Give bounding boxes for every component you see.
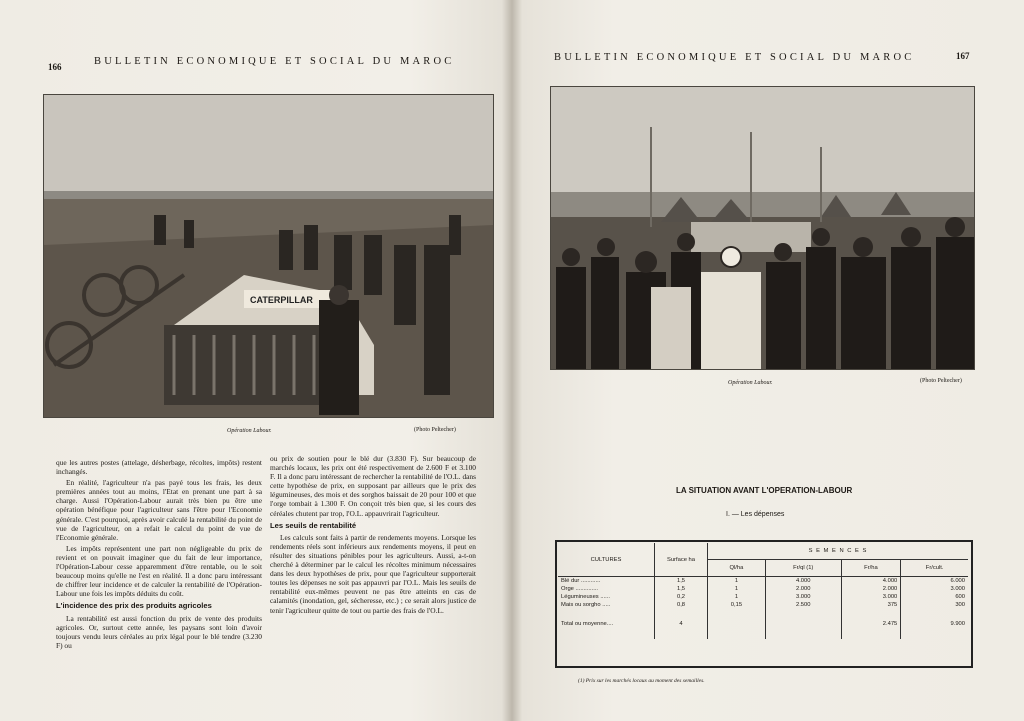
table-row — [558, 601, 968, 609]
table-row-total — [558, 609, 968, 639]
photo-caption: Opération Labour. — [227, 428, 272, 434]
running-head: BULLETIN ECONOMIQUE ET SOCIAL DU MAROC — [94, 56, 455, 67]
group-header: S E M E N C E S — [708, 543, 969, 560]
table-cell: Total ou moyenne.... — [561, 621, 614, 627]
section-heading: Les seuils de rentabilité — [270, 520, 357, 530]
table-footnote: (1) Prix sur les marchés locaux au moment des semailles. — [578, 678, 705, 684]
table-cell: 2.475 — [841, 609, 901, 639]
photo-crowd — [550, 86, 975, 370]
photo-caption: Opération Labour. — [728, 380, 773, 386]
paragraph: que les autres postes (attelage, désherbage, récoltes, impôts) restent inchangés. — [56, 458, 262, 477]
table-cell: 6.000 — [901, 577, 968, 586]
column-header: Fr/ql (1) — [765, 560, 841, 577]
table-cell: 1 — [708, 585, 766, 593]
section-heading: L'incidence des prix des produits agricoles — [56, 601, 212, 611]
section-heading: LA SITUATION AVANT L'OPERATION-LABOUR — [676, 486, 853, 495]
photo-credit: (Photo Peltecher) — [414, 427, 456, 433]
table-cell: 9.900 — [901, 609, 968, 639]
paragraph: En réalité, l'agriculteur n'a pas payé tous les frais, les deux premières années tout au moins, l'Etat en prenant une part à sa charge. Aussi l'Opération-Labour aurait très bien pu être une opération bénéfique pour l'agriculteur sans l'être pour l'Economie générale. C'est pourquoi, après avoir calculé la rentabilité du point de vue de l'agriculteur, on a refait le calcul du point de vue de l'Economie générale. — [56, 478, 262, 542]
left-page — [22, 0, 494, 721]
table-cell: 4 — [655, 609, 708, 639]
paragraph: ou prix de soutien pour le blé dur (3.830 F). Sur beaucoup de marchés locaux, les prix ont été respectivement de 2.600 F et 3.100 F. Il a donc paru intéressant de rechercher la rentabilité de l'O.L. dans cette hypothèse de prix, en supposant par ailleurs que le prix des légumineuses, des mois et des sorghos baissait de 20 pour 100 et que l'orge tombait à 1.300 F. On conçoit très bien que, si les cours des céréales chutent par trop, l'O.L. appauvrirait l'agriculteur. — [270, 454, 476, 518]
table-cell: 1,5 — [655, 577, 708, 586]
table-cell: 600 — [901, 593, 968, 601]
subsection-heading: I. — Les dépenses — [726, 511, 785, 518]
column-header: CULTURES — [558, 543, 655, 577]
table-cell: 375 — [841, 601, 901, 609]
table-cell: 3.000 — [765, 593, 841, 601]
page-number: 166 — [48, 62, 62, 72]
table-cell: 2.000 — [841, 585, 901, 593]
table-cell: Blé dur ............ — [561, 578, 601, 584]
text-column-1 — [56, 458, 262, 652]
table-cell: 0,15 — [708, 601, 766, 609]
photo-credit: (Photo Peltecher) — [920, 378, 962, 384]
table-cell: 3.000 — [841, 593, 901, 601]
running-head: BULLETIN ECONOMIQUE ET SOCIAL DU MAROC — [554, 52, 915, 63]
photo-crowd-illustration — [551, 87, 974, 369]
table-row — [558, 585, 968, 593]
table-cell — [765, 609, 841, 639]
column-header: Fr/ha — [841, 560, 901, 577]
table-cell: 3.000 — [901, 585, 968, 593]
photo-tractor — [43, 94, 494, 418]
right-page — [530, 0, 998, 721]
table-cell: 1 — [708, 577, 766, 586]
table-cell: 300 — [901, 601, 968, 609]
paragraph: Les impôts représentent une part non négligeable du prix de revient et on pouvait imaginer que du fait de leur importance, l'Opération-Labour cesse apparemment d'être rentable, ou le soit beaucoup moins qu'elle ne l'est en réalité. Il a donc paru intéressant de chiffrer leur incidence et de calculer la rentabilité de l'Opération-Labour une fois les impôts déduits du coût. — [56, 543, 262, 599]
table-cell: 1,5 — [655, 585, 708, 593]
table-cell: 2.500 — [765, 601, 841, 609]
column-header: Surface ha — [655, 543, 708, 577]
table-cell: 4.000 — [841, 577, 901, 586]
table-cell: 0,2 — [655, 593, 708, 601]
tractor-brand-text: CATERPILLAR — [250, 295, 313, 305]
table-cell — [708, 609, 766, 639]
table-cell: 4.000 — [765, 577, 841, 586]
table-row — [558, 593, 968, 601]
text-column-2 — [270, 454, 476, 617]
paragraph: Les calculs sont faits à partir de rendements moyens. Lorsque les rendements réels sont inférieurs aux rendements moyens, il peut en résulter des situations pénibles pour les agriculteurs. Aussi, a-t-on cherché à déterminer par le calcul les récoltes minimum nécessaires dans les deux hypothèses de prix, pour que l'agriculteur supporterait toutes les dépenses ne soit pas appauvri par l'O.L. Mais les seuils de rentabilité eux-mêmes peuvent ne pas être atteints en cas de calamités (inondation, gel, sécheresse, etc.) ; ce serait alors justice de tenir l'agriculteur quitte de tout ou partie des frais de l'O.L. — [270, 532, 476, 615]
table-cell: 0,8 — [655, 601, 708, 609]
expenses-table — [558, 543, 968, 639]
table-cell: Légumineuses ...... — [561, 594, 610, 600]
table-row — [558, 577, 968, 586]
table-cell: Orge .............. — [561, 586, 599, 592]
paragraph: La rentabilité est aussi fonction du prix de vente des produits agricoles. Or, surtout cette année, les paysans sont loin d'avoir toujours vendu leurs céréales au prix légal pour le blé tendre (3.230 F) ou — [56, 613, 262, 650]
table-cell: Mais ou sorgho ..... — [561, 602, 611, 608]
table-cell: 1 — [708, 593, 766, 601]
page-number: 167 — [956, 51, 970, 61]
photo-tractor-illustration — [44, 95, 493, 417]
table-cell: 2.000 — [765, 585, 841, 593]
column-header: Fr/cult. — [901, 560, 968, 577]
column-header: Ql/ha — [708, 560, 766, 577]
